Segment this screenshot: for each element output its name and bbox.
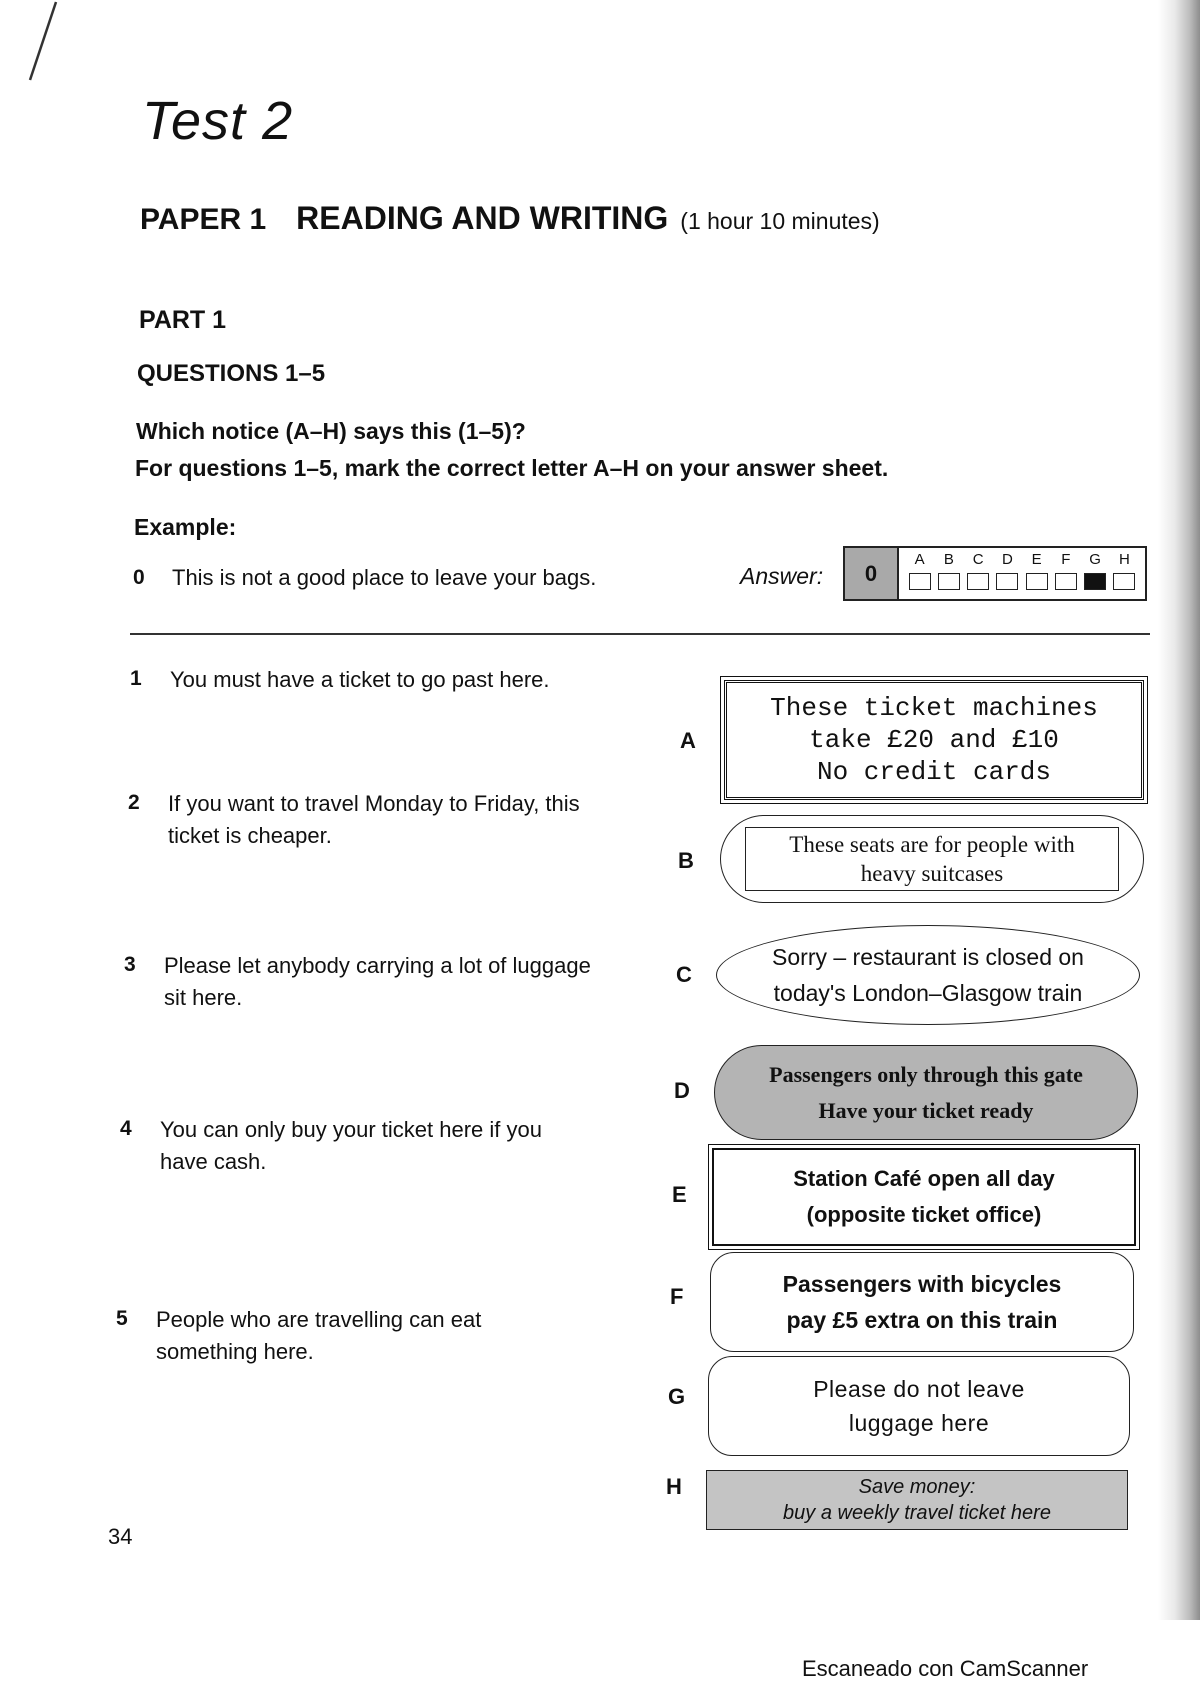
notice-letter: H <box>666 1474 682 1499</box>
answer-option <box>1084 551 1106 599</box>
notice-b-inner <box>745 827 1119 891</box>
question-number: 4 <box>120 1117 132 1140</box>
notice-b-sign <box>720 815 1144 903</box>
question-number: 2 <box>128 791 140 814</box>
answer-option <box>967 551 989 599</box>
answer-option-letter: C <box>972 551 984 568</box>
notice-line: take £20 and £10 <box>809 725 1059 755</box>
notice-letter: F <box>670 1284 684 1309</box>
question-line: something here. <box>156 1339 314 1364</box>
question-text <box>156 1304 626 1368</box>
notice-a-sign <box>724 680 1144 800</box>
scanner-watermark: Escaneado con CamScanner <box>802 1656 1089 1681</box>
notice-g-sign <box>708 1356 1130 1456</box>
example-number: 0 <box>133 566 145 589</box>
answer-label: Answer: <box>740 563 824 589</box>
notice-line: Please do not leave <box>813 1376 1025 1402</box>
test-title: Test 2 <box>142 91 294 151</box>
question-number: 1 <box>130 667 142 690</box>
question-text <box>170 664 640 696</box>
notice-letter: G <box>668 1384 686 1409</box>
answer-option-box <box>967 573 989 590</box>
question-line: You must have a ticket to go past here. <box>170 667 550 692</box>
question-number: 5 <box>116 1307 128 1330</box>
question-line: have cash. <box>160 1149 267 1174</box>
answer-option-box <box>1026 573 1048 590</box>
question-text <box>164 950 634 1014</box>
answer-option <box>1026 551 1048 599</box>
notice-line: pay £5 extra on this train <box>786 1307 1058 1333</box>
question-number: 3 <box>124 953 136 976</box>
answer-option <box>1113 551 1135 599</box>
answer-option-letter: E <box>1031 551 1042 568</box>
notice-letter: D <box>674 1078 690 1103</box>
question-text <box>168 788 638 852</box>
question-line: You can only buy your ticket here if you <box>160 1117 542 1142</box>
notice-line: (opposite ticket office) <box>806 1202 1042 1227</box>
page-number: 34 <box>108 1524 133 1549</box>
notice-line: Passengers only through this gate <box>769 1061 1083 1087</box>
question-line: Please let anybody carrying a lot of luggage <box>164 953 591 978</box>
part-label: PART 1 <box>139 306 227 334</box>
notice-c-sign <box>716 925 1140 1025</box>
scan-page-edge-shadow <box>1158 0 1200 1620</box>
notice-line: Station Café open all day <box>793 1166 1055 1191</box>
answer-grid <box>843 546 1147 601</box>
question-line: sit here. <box>164 985 243 1010</box>
question-line: ticket is cheaper. <box>168 823 332 848</box>
answer-option-box <box>1084 573 1106 590</box>
instruction-line: Which notice (A–H) says this (1–5)? <box>136 418 526 444</box>
answer-number: 0 <box>845 548 899 599</box>
answer-option-letter: G <box>1089 551 1101 568</box>
notice-line: These seats are for people with <box>789 832 1075 857</box>
notice-letter: B <box>678 848 694 873</box>
answer-option <box>996 551 1018 599</box>
answer-option-letter: F <box>1061 551 1071 568</box>
paper-heading <box>140 200 880 237</box>
paper-number: PAPER 1 <box>140 203 267 236</box>
paper-duration: (1 hour 10 minutes) <box>680 208 880 234</box>
answer-option-box <box>996 573 1018 590</box>
answer-option <box>1055 551 1077 599</box>
answer-option-letter: H <box>1118 551 1130 568</box>
notice-line: luggage here <box>848 1410 990 1436</box>
pen-stroke-mark <box>22 0 62 90</box>
example-text: This is not a good place to leave your bags. <box>172 565 597 590</box>
notice-line: Have your ticket ready <box>818 1097 1034 1123</box>
notice-f-sign <box>710 1252 1134 1352</box>
notice-d-sign <box>714 1045 1138 1140</box>
notice-line: Sorry – restaurant is closed on <box>772 944 1084 970</box>
notice-line: heavy suitcases <box>860 861 1004 886</box>
question-line: If you want to travel Monday to Friday, this <box>168 791 580 816</box>
answer-option-box <box>909 573 931 590</box>
example-label: Example: <box>134 514 237 540</box>
notice-line: Passengers with bicycles <box>782 1271 1062 1297</box>
question-line: People who are travelling can eat <box>156 1307 482 1332</box>
notice-line: No credit cards <box>816 757 1052 787</box>
paper-title: READING AND WRITING <box>296 200 669 236</box>
notice-letter: A <box>680 728 696 753</box>
notice-line: These ticket machines <box>770 693 1098 723</box>
answer-options <box>899 548 1145 599</box>
divider <box>130 633 1150 635</box>
answer-option-letter: D <box>1001 551 1013 568</box>
notice-h-sign <box>706 1470 1128 1530</box>
notice-line: Save money: <box>858 1476 976 1498</box>
answer-option-letter: A <box>914 551 925 568</box>
question-text <box>160 1114 630 1178</box>
notice-line: buy a weekly travel ticket here <box>783 1502 1051 1524</box>
instruction-line: For questions 1–5, mark the correct letter A–H on your answer sheet. <box>135 455 889 481</box>
answer-option-letter: B <box>943 551 954 568</box>
answer-option <box>938 551 960 599</box>
notice-e-sign <box>712 1148 1136 1246</box>
notice-line: today's London–Glasgow train <box>773 980 1083 1006</box>
answer-option-box <box>1113 573 1135 590</box>
answer-option-box <box>938 573 960 590</box>
questions-label: QUESTIONS 1–5 <box>137 360 326 387</box>
notice-letter: C <box>676 962 692 987</box>
notice-letter: E <box>672 1182 687 1207</box>
answer-option-box <box>1055 573 1077 590</box>
answer-option <box>909 551 931 599</box>
